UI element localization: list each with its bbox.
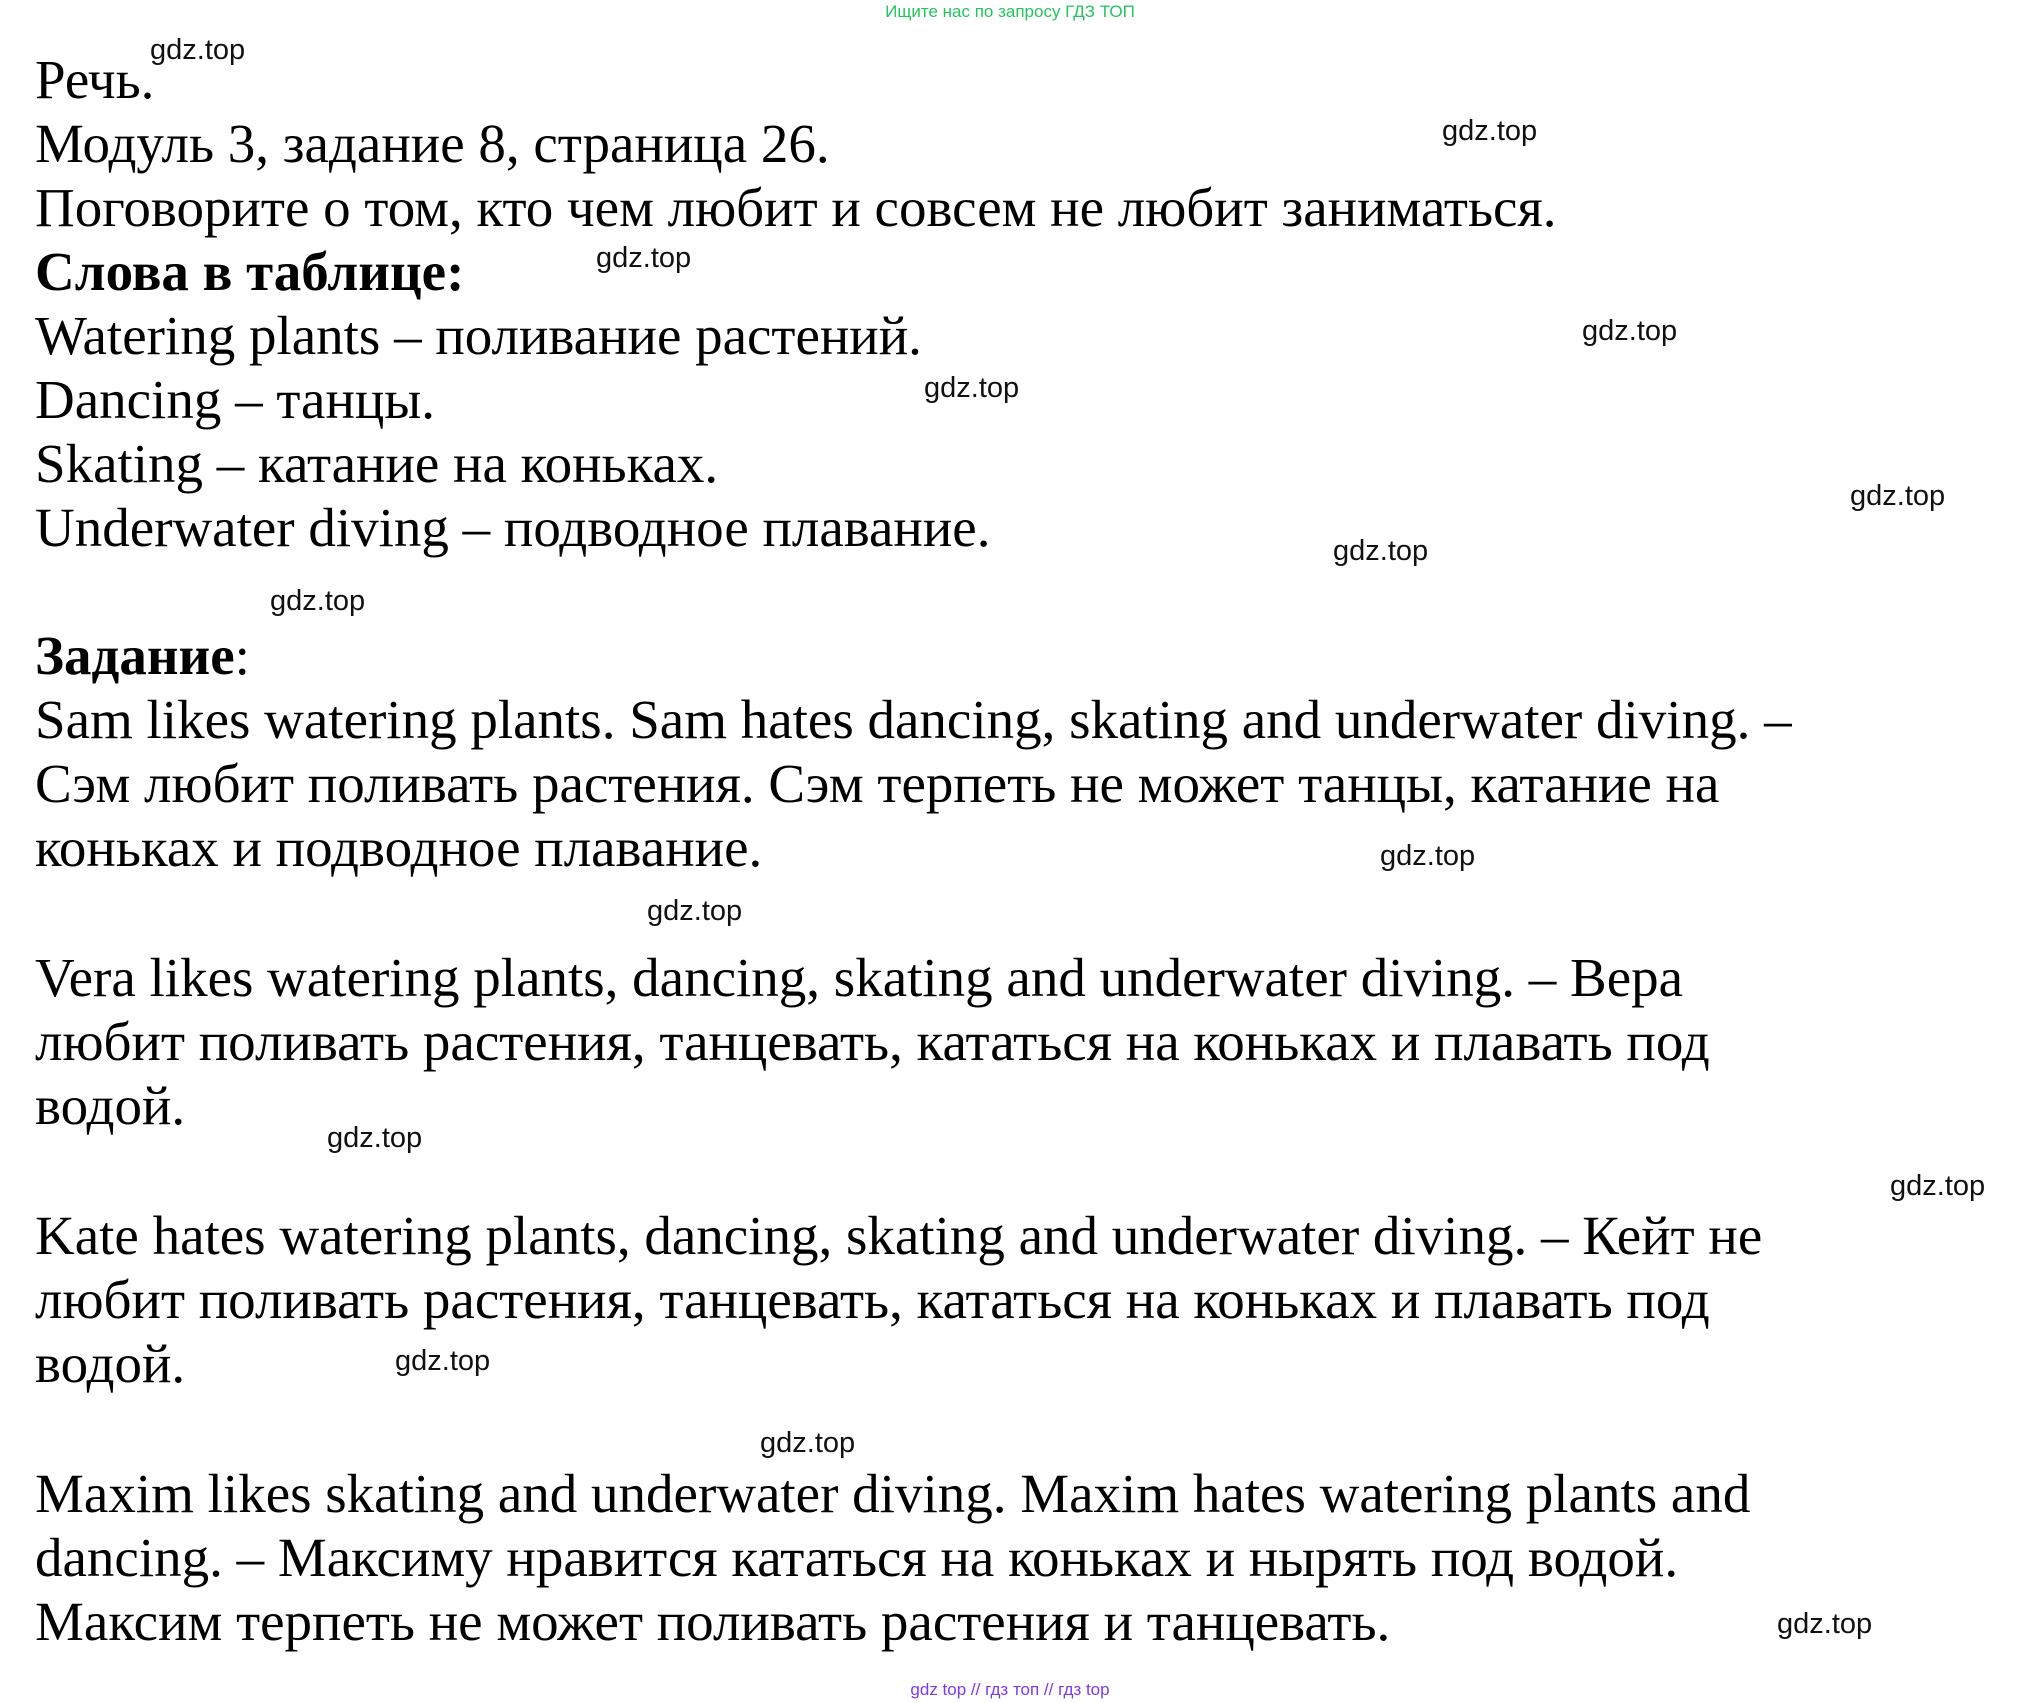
instruction-line: Поговорите о том, кто чем любит и совсем не любит заниматься. — [35, 177, 1557, 238]
vocab-item: Skating – катание на коньках. — [35, 433, 719, 494]
task-heading — [35, 624, 2010, 688]
task-heading-label: Задание — [35, 625, 235, 686]
watermark: gdz.top — [1582, 315, 1678, 347]
task-paragraph-sam — [35, 688, 2010, 880]
vocab-item: Dancing – танцы. — [35, 369, 436, 430]
watermark: gdz.top — [647, 895, 743, 927]
watermark: gdz.top — [1777, 1608, 1873, 1640]
document-body — [35, 48, 2010, 1654]
watermark: gdz.top — [1890, 1170, 1986, 1202]
watermark: gdz.top — [1380, 840, 1476, 872]
module-line: Модуль 3, задание 8, страница 26. — [35, 113, 830, 174]
task-paragraph-kate — [35, 1204, 2010, 1396]
subject-title: Речь. — [35, 49, 155, 110]
paragraph-line: Maxim likes skating and underwater diving. Maxim hates watering plants and — [35, 1463, 1751, 1524]
watermark: gdz.top — [760, 1427, 856, 1459]
paragraph-line: Сэм любит поливать растения. Сэм терпеть не может танцы, катание на — [35, 753, 1720, 814]
vocab-item: Underwater diving – подводное плавание. — [35, 497, 991, 558]
bottom-banner: gdz top // гдз топ // гдз top — [910, 1680, 1110, 1699]
paragraph-line: водой. — [35, 1075, 186, 1136]
paragraph-line: коньках и подводное плавание. — [35, 817, 763, 878]
watermark: gdz.top — [596, 242, 692, 274]
watermark: gdz.top — [1850, 480, 1946, 512]
watermark: gdz.top — [270, 585, 366, 617]
watermark: gdz.top — [150, 34, 246, 66]
paragraph-line: dancing. – Максиму нравится кататься на коньках и нырять под водой. — [35, 1527, 1679, 1588]
watermark: gdz.top — [1442, 115, 1538, 147]
paragraph-line: Максим терпеть не может поливать растения и танцевать. — [35, 1591, 1391, 1652]
paragraph-line: Sam likes watering plants. Sam hates dancing, skating and underwater diving. – — [35, 689, 1792, 750]
task-paragraph-maxim — [35, 1462, 2010, 1654]
top-banner: Ищите нас по запросу ГДЗ ТОП — [885, 2, 1135, 21]
paragraph-line: Kate hates watering plants, dancing, skating and underwater diving. – Кейт не — [35, 1205, 1763, 1266]
paragraph-line: Vera likes watering plants, dancing, skating and underwater diving. – Вера — [35, 947, 1684, 1008]
task-heading-colon: : — [234, 625, 250, 686]
task-paragraph-vera — [35, 946, 2010, 1138]
watermark: gdz.top — [924, 372, 1020, 404]
watermark: gdz.top — [1333, 535, 1429, 567]
vocab-heading: Слова в таблице: — [35, 241, 465, 302]
watermark: gdz.top — [395, 1345, 491, 1377]
paragraph-line: водой. — [35, 1333, 186, 1394]
paragraph-line: любит поливать растения, танцевать, кататься на коньках и плавать под — [35, 1269, 1710, 1330]
watermark: gdz.top — [327, 1122, 423, 1154]
vocab-item: Watering plants – поливание растений. — [35, 305, 922, 366]
paragraph-line: любит поливать растения, танцевать, кататься на коньках и плавать под — [35, 1011, 1710, 1072]
